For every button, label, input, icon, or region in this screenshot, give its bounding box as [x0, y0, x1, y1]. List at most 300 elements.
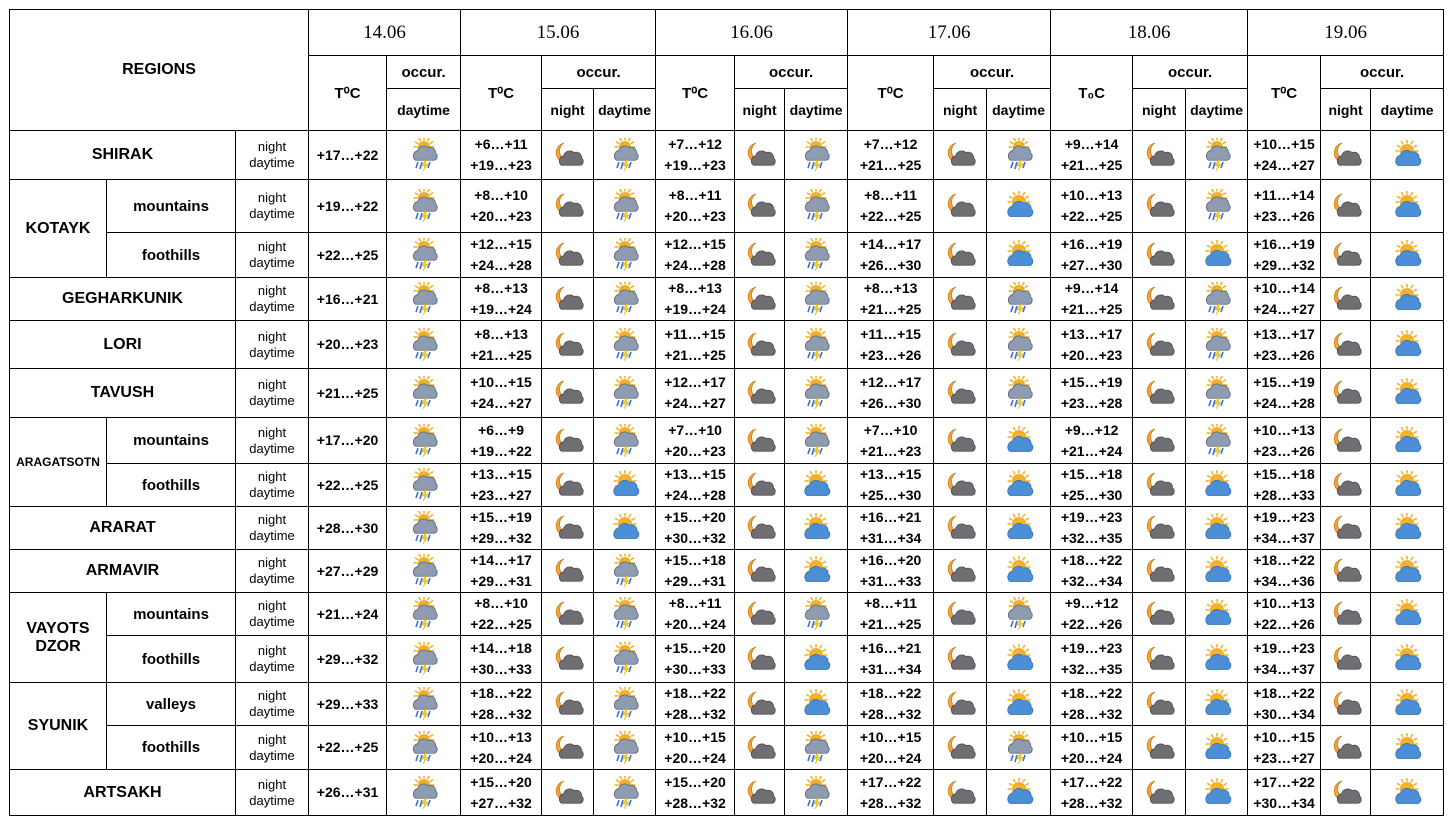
moon-cloud-icon [944, 600, 976, 628]
temp-range [1248, 726, 1321, 770]
day-temp: +19…+23 [470, 157, 532, 173]
day-temp: +17…+20 [309, 418, 387, 464]
thunderstorm-icon [610, 138, 640, 172]
night-temp: +10…+14 [1253, 280, 1315, 296]
moon-cloud-icon [944, 645, 976, 673]
thunderstorm-icon [610, 642, 640, 676]
daytime-occurrence [987, 369, 1051, 418]
date-header: 18.06 [1051, 10, 1248, 56]
day-temp: +28…+32 [859, 706, 922, 722]
day-temp: +21…+25 [470, 346, 532, 363]
table-row [10, 418, 1444, 464]
night-occurrence [735, 770, 785, 816]
temp-range [848, 180, 934, 233]
night-occurrence [1133, 180, 1186, 233]
daytime-label: daytime [249, 440, 295, 456]
moon-cloud-icon [1330, 241, 1362, 269]
sun-cloud-icon [1392, 191, 1422, 221]
occur-header: occur. [735, 56, 848, 89]
daytime-occurrence [1371, 507, 1444, 550]
moon-cloud-icon [1143, 379, 1175, 407]
night-daytime-label [236, 550, 309, 593]
night-label: night [257, 688, 287, 703]
daytime-occurrence [785, 683, 848, 726]
moon-cloud-icon [744, 600, 776, 628]
night-temp: +18…+22 [1060, 552, 1123, 568]
temp-range [848, 233, 934, 278]
daytime-occurrence [594, 726, 656, 770]
day-temp: +22…+25 [309, 464, 387, 507]
temp-range [461, 180, 542, 233]
moon-cloud-icon [1143, 192, 1175, 220]
daytime-occurrence [1186, 550, 1248, 593]
thunderstorm-icon [409, 511, 439, 545]
region-name: SYUNIK [10, 683, 107, 770]
thunderstorm-icon [801, 138, 831, 172]
daytime-occurrence [594, 550, 656, 593]
sun-cloud-icon [801, 513, 831, 543]
night-temp: +8…+13 [863, 280, 918, 296]
day-temp: +28…+32 [664, 706, 726, 722]
daytime-occurrence [987, 726, 1051, 770]
thunderstorm-icon [610, 238, 640, 272]
night-temp: +12…+15 [664, 236, 726, 252]
moon-cloud-icon [744, 645, 776, 673]
night-temp: +8…+13 [668, 280, 722, 296]
moon-cloud-icon [744, 379, 776, 407]
day-temp: +20…+23 [664, 208, 726, 224]
temp-range [1248, 180, 1321, 233]
night-occurrence [735, 233, 785, 278]
thunderstorm-icon [801, 282, 831, 316]
day-temp: +24…+27 [664, 395, 726, 411]
day-temp: +31…+33 [859, 573, 922, 589]
moon-cloud-icon [944, 779, 976, 807]
night-temp: +15…+18 [1060, 466, 1123, 482]
daytime-occurrence [785, 278, 848, 321]
sun-cloud-icon [1392, 556, 1422, 586]
night-temp: +6…+11 [474, 136, 528, 152]
region-name: ARTSAKH [10, 770, 236, 816]
daytime-header: daytime [987, 89, 1051, 131]
night-temp: +18…+22 [859, 685, 922, 701]
temp-range [461, 507, 542, 550]
moon-cloud-icon [552, 471, 584, 499]
day-temp: +28…+33 [1253, 487, 1315, 503]
temp-range [848, 593, 934, 636]
daytime-occurrence [1186, 464, 1248, 507]
temp-range [1051, 593, 1133, 636]
night-temp: +11…+15 [664, 325, 726, 342]
night-temp: +15…+20 [664, 773, 726, 790]
daytime-occurrence [1186, 233, 1248, 278]
daytime-occurrence [1186, 369, 1248, 418]
night-temp: +10…+13 [470, 728, 532, 745]
night-occurrence [735, 464, 785, 507]
day-temp: +32…+35 [1060, 530, 1123, 546]
daytime-occurrence [1371, 726, 1444, 770]
night-label: night [257, 239, 287, 254]
moon-cloud-icon [552, 734, 584, 762]
daytime-label: daytime [249, 485, 295, 500]
day-temp: +20…+24 [859, 749, 922, 766]
night-occurrence [934, 507, 987, 550]
moon-cloud-icon [944, 241, 976, 269]
thunderstorm-icon [610, 376, 640, 410]
day-temp: +21…+24 [309, 593, 387, 636]
night-temp: +12…+15 [470, 236, 532, 252]
daytime-occurrence [387, 180, 461, 233]
thunderstorm-icon [409, 328, 439, 362]
night-occurrence [735, 550, 785, 593]
sun-cloud-icon [1392, 284, 1422, 314]
day-temp: +22…+25 [1060, 208, 1123, 224]
sun-cloud-icon [1392, 240, 1422, 270]
daytime-occurrence [387, 369, 461, 418]
temp-range [1051, 726, 1133, 770]
moon-cloud-icon [1330, 557, 1362, 585]
day-temp: +32…+34 [1060, 573, 1123, 589]
sub-region: mountains [107, 418, 236, 464]
day-temp: +23…+26 [1253, 442, 1315, 459]
daytime-occurrence [785, 726, 848, 770]
daytime-label: daytime [249, 344, 295, 360]
moon-cloud-icon [744, 141, 776, 169]
night-occurrence [934, 321, 987, 369]
night-temp: +14…+17 [859, 236, 922, 252]
daytime-label: daytime [249, 393, 295, 408]
sub-region: foothills [107, 233, 236, 278]
sun-cloud-icon [1392, 733, 1422, 763]
sun-cloud-icon [1202, 733, 1232, 763]
night-temp: +15…+19 [470, 509, 532, 525]
sun-cloud-icon [1004, 778, 1034, 808]
moon-cloud-icon [1143, 285, 1175, 313]
night-temp: +14…+18 [470, 640, 532, 656]
sun-cloud-icon [1202, 689, 1232, 719]
day-temp: +24…+28 [470, 257, 532, 273]
day-temp: +32…+35 [1060, 661, 1123, 677]
night-temp: +8…+10 [474, 187, 528, 203]
day-temp: +17…+22 [309, 131, 387, 180]
sun-cloud-icon [1202, 240, 1232, 270]
night-daytime-label [236, 464, 309, 507]
moon-cloud-icon [944, 192, 976, 220]
night-occurrence [1321, 418, 1371, 464]
daytime-occurrence [785, 131, 848, 180]
regions-header: REGIONS [10, 10, 309, 131]
temp-range [461, 278, 542, 321]
night-occurrence [735, 321, 785, 369]
day-temp: +21…+25 [859, 616, 922, 632]
moon-cloud-icon [1330, 645, 1362, 673]
night-label: night [257, 643, 287, 658]
daytime-occurrence [987, 636, 1051, 683]
night-occurrence [542, 726, 594, 770]
day-temp: +34…+37 [1253, 530, 1315, 546]
temp-range [848, 321, 934, 369]
sun-cloud-icon [1392, 426, 1422, 456]
moon-cloud-icon [1330, 779, 1362, 807]
temp-range [461, 726, 542, 770]
table-row [10, 550, 1444, 593]
date-header: 14.06 [309, 10, 461, 56]
moon-cloud-icon [944, 379, 976, 407]
night-occurrence [542, 593, 594, 636]
night-occurrence [934, 233, 987, 278]
night-temp: +8…+13 [474, 325, 528, 342]
sun-cloud-icon [1004, 513, 1034, 543]
temp-range [848, 369, 934, 418]
night-occurrence [1133, 770, 1186, 816]
moon-cloud-icon [944, 331, 976, 359]
night-occurrence [934, 593, 987, 636]
night-daytime-label [236, 726, 309, 770]
thunderstorm-icon [1202, 282, 1232, 316]
night-occurrence [542, 770, 594, 816]
moon-cloud-icon [1330, 285, 1362, 313]
day-temp: +29…+32 [1253, 257, 1315, 273]
date-header: 15.06 [461, 10, 656, 56]
thunderstorm-icon [409, 731, 439, 765]
daytime-label: daytime [249, 614, 295, 629]
moon-cloud-icon [744, 285, 776, 313]
thunderstorm-icon [409, 138, 439, 172]
night-occurrence [1321, 180, 1371, 233]
daytime-occurrence [594, 278, 656, 321]
night-temp: +8…+11 [864, 187, 918, 203]
night-occurrence [542, 550, 594, 593]
night-occurrence [542, 464, 594, 507]
night-temp: +7…+10 [863, 421, 918, 438]
sun-cloud-icon [1202, 513, 1232, 543]
day-temp: +19…+22 [470, 442, 532, 459]
night-occurrence [1321, 369, 1371, 418]
temp-range [1051, 550, 1133, 593]
daytime-label: daytime [249, 528, 295, 543]
daytime-occurrence [594, 464, 656, 507]
moon-cloud-icon [1143, 645, 1175, 673]
night-daytime-label [236, 418, 309, 464]
night-occurrence [542, 278, 594, 321]
day-temp: +28…+30 [309, 507, 387, 550]
date-header: 17.06 [848, 10, 1051, 56]
day-temp: +29…+32 [309, 636, 387, 683]
sub-region: foothills [107, 726, 236, 770]
night-occurrence [1133, 233, 1186, 278]
day-temp: +21…+25 [859, 157, 922, 173]
thunderstorm-icon [610, 776, 640, 810]
daytime-label: daytime [249, 704, 295, 719]
night-temp: +8…+11 [864, 595, 918, 611]
moon-cloud-icon [552, 645, 584, 673]
day-temp: +20…+23 [1060, 346, 1123, 363]
temp-range [1051, 369, 1133, 418]
moon-cloud-icon [944, 514, 976, 542]
day-temp: +20…+23 [664, 442, 726, 459]
occur-header: occur. [934, 56, 1051, 89]
day-temp: +21…+25 [859, 301, 922, 317]
moon-cloud-icon [1143, 734, 1175, 762]
temp-range [848, 507, 934, 550]
sub-region: foothills [107, 464, 236, 507]
thunderstorm-icon [610, 731, 640, 765]
sun-cloud-icon [1392, 513, 1422, 543]
thunderstorm-icon [409, 687, 439, 721]
night-temp: +10…+13 [1253, 595, 1315, 611]
daytime-occurrence [1371, 278, 1444, 321]
daytime-header: daytime [594, 89, 656, 131]
day-temp: +27…+32 [470, 794, 532, 811]
moon-cloud-icon [744, 734, 776, 762]
night-temp: +13…+15 [470, 466, 532, 482]
sub-region: foothills [107, 636, 236, 683]
night-temp: +10…+15 [470, 374, 532, 390]
temp-range [461, 233, 542, 278]
daytime-label: daytime [249, 299, 295, 314]
moon-cloud-icon [744, 779, 776, 807]
night-temp: +17…+22 [859, 773, 922, 790]
night-occurrence [1321, 233, 1371, 278]
daytime-occurrence [987, 180, 1051, 233]
night-temp: +12…+17 [859, 374, 922, 390]
thunderstorm-icon [1202, 424, 1232, 458]
night-temp: +7…+12 [863, 136, 918, 152]
temp-range [656, 131, 735, 180]
night-occurrence [542, 233, 594, 278]
night-occurrence [1133, 131, 1186, 180]
night-daytime-label [236, 369, 309, 418]
night-temp: +9…+12 [1064, 595, 1119, 611]
night-occurrence [1321, 593, 1371, 636]
temp-header: T⁰C [848, 56, 934, 131]
day-temp: +16…+21 [309, 278, 387, 321]
night-occurrence [934, 180, 987, 233]
day-temp: +21…+25 [664, 346, 726, 363]
daytime-occurrence [785, 180, 848, 233]
sun-cloud-icon [1202, 778, 1232, 808]
sun-cloud-icon [1202, 556, 1232, 586]
moon-cloud-icon [1330, 600, 1362, 628]
night-temp: +15…+19 [1253, 374, 1315, 390]
daytime-occurrence [594, 180, 656, 233]
daytime-occurrence [594, 507, 656, 550]
night-occurrence [934, 683, 987, 726]
night-occurrence [542, 180, 594, 233]
moon-cloud-icon [1143, 331, 1175, 359]
temp-range [1051, 233, 1133, 278]
night-label: night [257, 283, 287, 298]
daytime-occurrence [1371, 636, 1444, 683]
daytime-occurrence [987, 278, 1051, 321]
night-temp: +17…+22 [1253, 773, 1315, 790]
night-occurrence [1321, 683, 1371, 726]
sun-cloud-icon [1004, 470, 1034, 500]
thunderstorm-icon [1004, 282, 1034, 316]
thunderstorm-icon [409, 554, 439, 588]
thunderstorm-icon [801, 731, 831, 765]
night-daytime-label [236, 278, 309, 321]
day-temp: +22…+25 [859, 208, 922, 224]
temp-range [1248, 233, 1321, 278]
thunderstorm-icon [409, 282, 439, 316]
day-temp: +23…+26 [1253, 208, 1315, 224]
moon-cloud-icon [1143, 241, 1175, 269]
moon-cloud-icon [552, 600, 584, 628]
night-occurrence [1133, 278, 1186, 321]
daytime-occurrence [1186, 683, 1248, 726]
night-occurrence [934, 770, 987, 816]
temp-range [1248, 418, 1321, 464]
temp-range [461, 369, 542, 418]
night-temp: +19…+23 [1253, 640, 1315, 656]
sun-cloud-icon [1004, 240, 1034, 270]
day-temp: +34…+37 [1253, 661, 1315, 677]
moon-cloud-icon [1143, 690, 1175, 718]
temp-range [1248, 507, 1321, 550]
sun-cloud-icon [1392, 470, 1422, 500]
day-temp: +22…+25 [309, 726, 387, 770]
daytime-header: daytime [1371, 89, 1444, 131]
day-temp: +30…+32 [664, 530, 726, 546]
sun-cloud-icon [1004, 689, 1034, 719]
temp-range [1248, 636, 1321, 683]
night-occurrence [735, 507, 785, 550]
sun-cloud-icon [1004, 426, 1034, 456]
temp-range [848, 726, 934, 770]
night-occurrence [1133, 636, 1186, 683]
table-row [10, 180, 1444, 233]
thunderstorm-icon [801, 238, 831, 272]
day-temp: +20…+24 [664, 616, 726, 632]
night-temp: +11…+14 [1253, 187, 1315, 203]
temp-range [1051, 418, 1133, 464]
day-temp: +19…+22 [309, 180, 387, 233]
table-row [10, 464, 1444, 507]
day-temp: +21…+25 [309, 369, 387, 418]
daytime-occurrence [1371, 321, 1444, 369]
daytime-occurrence [1186, 636, 1248, 683]
daytime-occurrence [387, 507, 461, 550]
night-temp: +8…+13 [474, 280, 528, 296]
night-occurrence [934, 278, 987, 321]
daytime-occurrence [987, 550, 1051, 593]
temp-range [656, 464, 735, 507]
moon-cloud-icon [1143, 779, 1175, 807]
daytime-header: daytime [785, 89, 848, 131]
thunderstorm-icon [1202, 189, 1232, 223]
night-temp: +17…+22 [1060, 773, 1123, 790]
daytime-occurrence [387, 233, 461, 278]
moon-cloud-icon [944, 427, 976, 455]
night-daytime-label [236, 233, 309, 278]
daytime-occurrence [387, 131, 461, 180]
day-temp: +28…+32 [664, 794, 726, 811]
night-occurrence [934, 636, 987, 683]
region-name: ARMAVIR [10, 550, 236, 593]
night-temp: +16…+19 [1253, 236, 1315, 252]
moon-cloud-icon [944, 557, 976, 585]
daytime-occurrence [987, 321, 1051, 369]
day-temp: +24…+27 [1253, 301, 1315, 317]
daytime-occurrence [987, 683, 1051, 726]
thunderstorm-icon [801, 597, 831, 631]
night-occurrence [542, 369, 594, 418]
night-daytime-label [236, 180, 309, 233]
day-temp: +28…+32 [859, 794, 922, 811]
daytime-label: daytime [249, 792, 295, 808]
moon-cloud-icon [1143, 427, 1175, 455]
